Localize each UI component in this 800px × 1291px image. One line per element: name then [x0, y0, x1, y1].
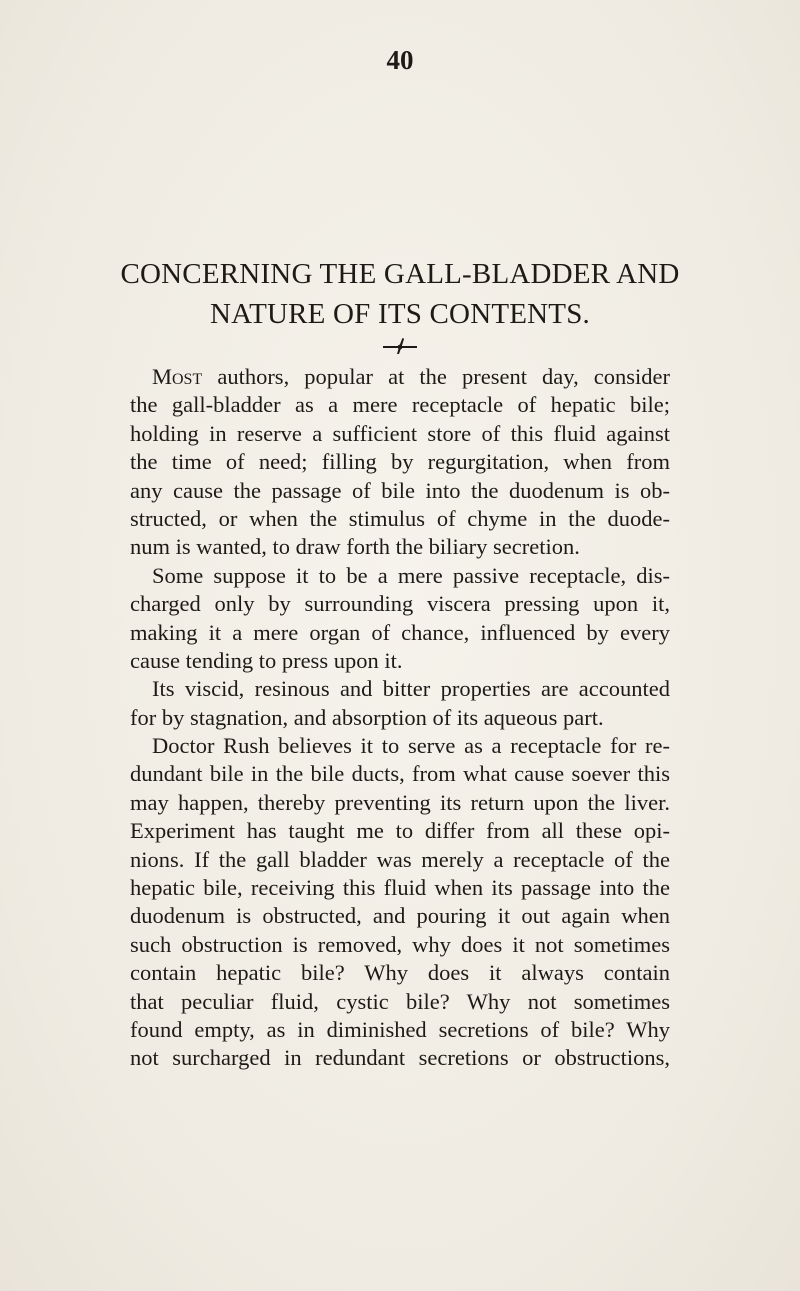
text-line: Experiment has taught me to differ from all these opi- [130, 818, 670, 844]
body-text [130, 363, 670, 1073]
text-line: Doctor Rush believes it to serve as a receptacle for re- [152, 733, 670, 759]
text-line: contain hepatic bile? Why does it always contain [130, 960, 670, 986]
text-line: any cause the passage of bile into the duodenum is ob- [130, 477, 670, 503]
page-number: 40 [386, 45, 414, 75]
text-line: cause tending to press upon it. [130, 647, 403, 673]
text-line: the gall-bladder as a mere receptacle of hepatic bile; [130, 392, 670, 418]
text-line: making it a mere organ of chance, influenced by every [130, 619, 670, 645]
text-line: found empty, as in diminished secretions of bile? Why [130, 1016, 670, 1042]
text-line: Some suppose it to be a mere passive receptacle, dis- [152, 562, 670, 588]
text-line: duodenum is obstructed, and pouring it out again when [130, 903, 670, 929]
text-line: may happen, thereby preventing its return upon the liver. [130, 789, 670, 815]
text-line: for by stagnation, and absorption of its aqueous part. [130, 704, 604, 730]
lead-word: Most [152, 364, 203, 389]
text-line: charged only by surrounding viscera pressing upon it, [130, 591, 670, 617]
text-line: num is wanted, to draw forth the biliary secretion. [130, 534, 580, 560]
text-line: Its viscid, resinous and bitter properties are accounted [152, 676, 670, 702]
text-line: the time of need; filling by regurgitation, when from [130, 449, 670, 475]
text-line: structed, or when the stimulus of chyme in the duode- [130, 505, 670, 531]
chapter-heading [0, 254, 800, 334]
heading-line-2: NATURE OF ITS CONTENTS. [210, 298, 590, 330]
text-line: such obstruction is removed, why does it not sometimes [130, 931, 670, 957]
text-line: holding in reserve a sufficient store of this fluid against [130, 420, 670, 446]
text-line: Most authors, popular at the present day, consider [152, 364, 671, 389]
dash-ornament-icon [0, 334, 800, 364]
text-line: dundant bile in the bile ducts, from what cause soever this [130, 761, 670, 787]
text-line: that peculiar fluid, cystic bile? Why not sometimes [130, 988, 670, 1014]
text-line: not surcharged in redundant secretions or obstructions, [130, 1045, 670, 1071]
text-line: nions. If the gall bladder was merely a receptacle of the [130, 846, 670, 872]
heading-line-1: CONCERNING THE GALL-BLADDER AND [120, 258, 680, 290]
text-line: hepatic bile, receiving this fluid when its passage into the [130, 875, 670, 901]
